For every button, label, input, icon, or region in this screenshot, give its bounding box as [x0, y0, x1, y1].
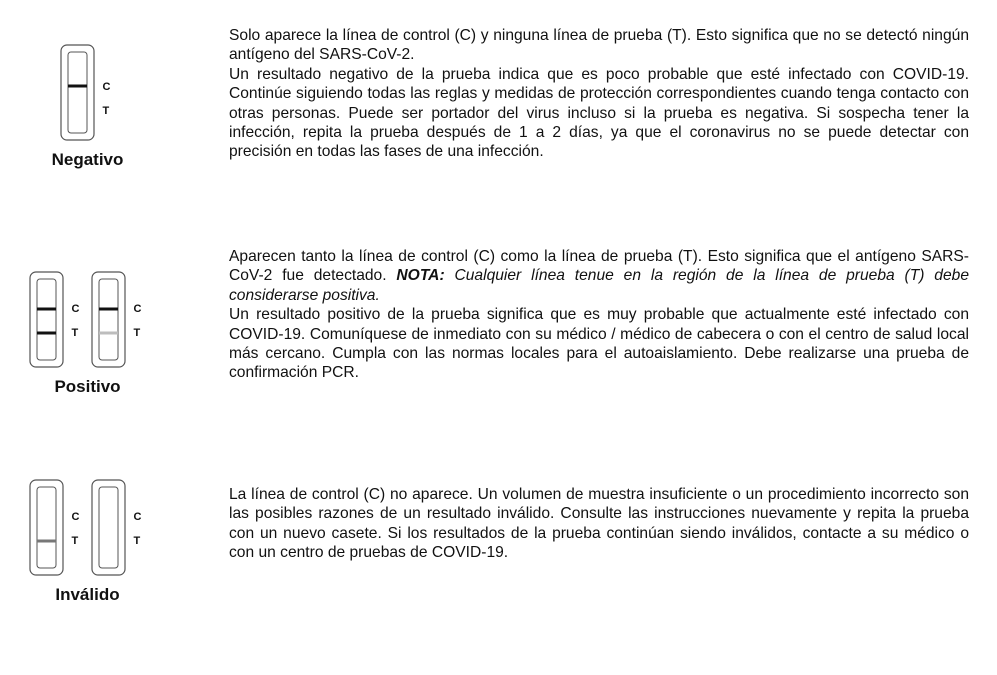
negative-cassette — [59, 44, 117, 142]
test-marker: T — [133, 327, 141, 339]
positive-icon-column — [0, 271, 175, 397]
negative-icon-column — [0, 44, 175, 170]
positive-paragraph-1-text: Aparecen tanto la línea de control (C) como la línea de prueba (T). Esto significa que el antígeno SARS-CoV-2 fue detectado. — [229, 248, 969, 285]
negative-paragraph-1: Solo aparece la línea de control (C) y ninguna línea de prueba (T). Esto significa que no se detectó ningún antígeno del SARS-CoV-2. — [229, 27, 969, 64]
control-marker: C — [133, 511, 142, 523]
control-marker: C — [102, 81, 111, 93]
invalid-cassette-test-only — [28, 479, 86, 577]
invalid-icon-column — [0, 479, 175, 605]
positive-cassette-strong — [28, 271, 86, 369]
test-marker: T — [71, 327, 79, 339]
positive-paragraph-1 — [229, 247, 969, 305]
negative-text — [229, 26, 969, 162]
invalid-paragraph-1: La línea de control (C) no aparece. Un volumen de muestra insuficiente o un procedimiento incorrecto son las posibles razones de un resultado inválido. Consulte las instrucciones nuevamente y repita la prueba con un nuevo casete. Si los resultados de la prueba continúan siendo inválidos, contacte a su médico o con un centro de pruebas de COVID-19. — [229, 486, 969, 562]
negative-paragraph-2: Un resultado negativo de la prueba indica que es poco probable que esté infectado con COVID-19. Continúe siguiendo todas las reglas y medidas de protección correspondientes cuando tenga contacto con otras personas. Puede ser portador del virus incluso si la prueba es negativa. Si sospecha tener la infección, repita la prueba después de 1 a 2 días, ya que el coronavirus no se puede detectar con precisión en todas las fases de una infección. — [229, 65, 969, 161]
test-marker: T — [71, 535, 79, 547]
positive-note-text: Cualquier línea tenue en la región de la línea de prueba (T) debe considerarse positiva. — [229, 267, 969, 304]
test-marker: T — [102, 105, 110, 117]
invalid-cassettes — [0, 479, 175, 577]
invalid-text — [229, 485, 969, 563]
positive-label: Positivo — [54, 377, 121, 396]
positive-note-label: NOTA: — [396, 267, 445, 285]
control-marker: C — [71, 511, 80, 523]
positive-text — [229, 247, 969, 383]
control-marker: C — [133, 303, 142, 315]
negative-label: Negativo — [51, 150, 124, 169]
positive-cassettes — [0, 271, 175, 369]
invalid-cassette-empty — [90, 479, 148, 577]
control-marker: C — [71, 303, 80, 315]
positive-paragraph-2: Un resultado positivo de la prueba significa que es muy probable que actualmente esté infectado con COVID-19. Comuníquese de inmediato con su médico / médico de cabecera o con el centro de salud local más cercano. Cumpla con las normas locales para el autoaislamiento. Debe realizarse una prueba de confirmación PCR. — [229, 306, 969, 382]
negative-cassettes — [0, 44, 175, 142]
test-marker: T — [133, 535, 141, 547]
positive-cassette-faint — [90, 271, 148, 369]
invalid-label: Inválido — [55, 585, 120, 604]
